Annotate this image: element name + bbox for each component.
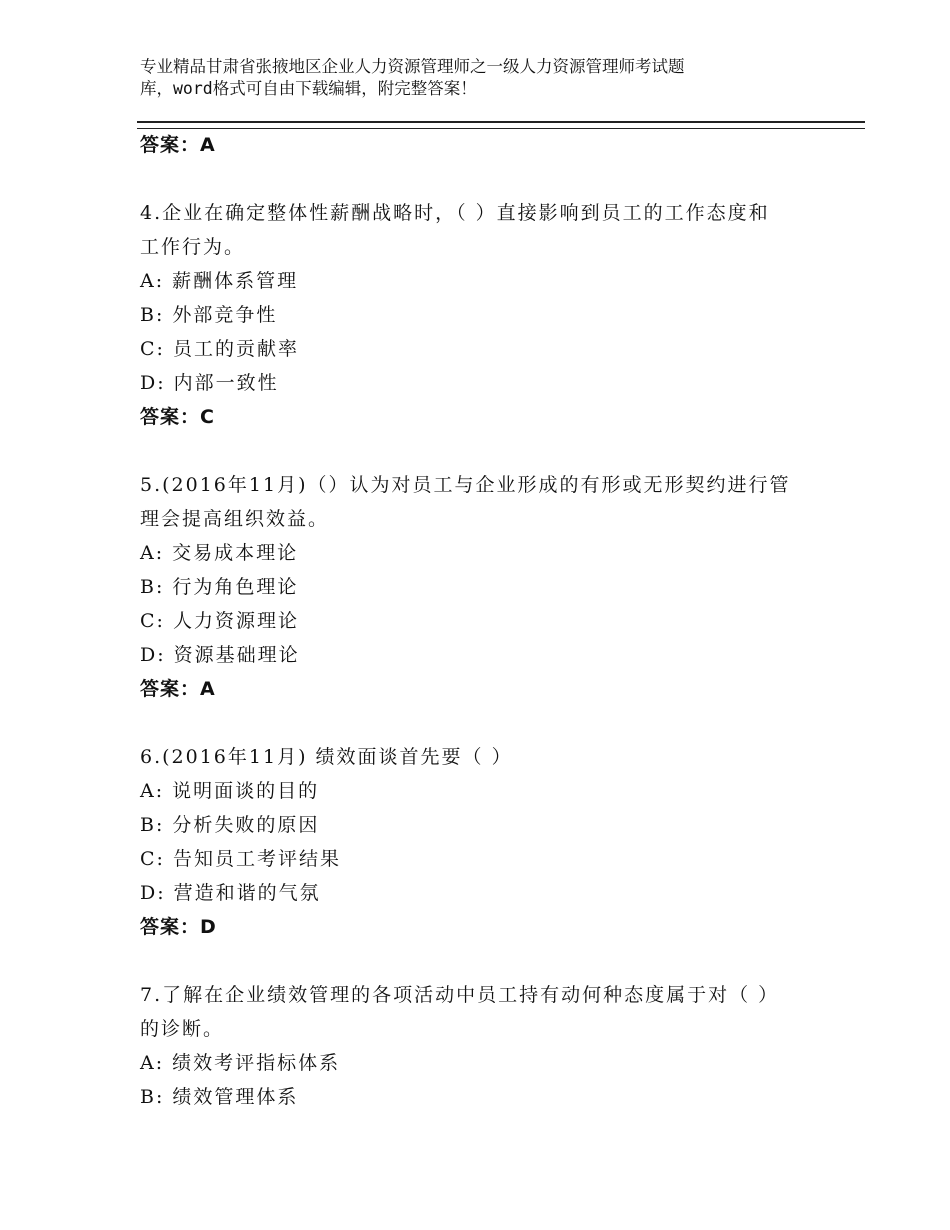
- spacer: [140, 944, 840, 978]
- option-5-c: C: 人力资源理论: [140, 610, 299, 632]
- spacer: [140, 162, 840, 196]
- header-title-line-1: 专业精品甘肃省张掖地区企业人力资源管理师之一级人力资源管理师考试题: [140, 57, 685, 76]
- document-header: [140, 56, 820, 100]
- option-7-a: A: 绩效考评指标体系: [140, 1052, 341, 1074]
- question-text-4-line-2: 工作行为。: [140, 236, 246, 258]
- option-6-d: D: 营造和谐的气氛: [140, 882, 321, 904]
- option-4-c: C: 员工的贡献率: [140, 338, 299, 360]
- answer-q5: 答案：A: [140, 678, 216, 700]
- option-6-a: A: 说明面谈的目的: [140, 780, 320, 802]
- answer-q4: 答案：C: [140, 406, 215, 428]
- question-text-7-line-2: 的诊断。: [140, 1018, 225, 1040]
- question-block-5: [140, 468, 840, 706]
- question-text-5-line-1: 5.(2016年11月)（）认为对员工与企业形成的有形或无形契约进行管: [140, 474, 791, 496]
- question-block-4: [140, 196, 840, 434]
- question-list: [140, 128, 840, 1114]
- answer-q6: 答案：D: [140, 916, 217, 938]
- answer-q3: 答案：A: [140, 134, 216, 156]
- question-text-7-line-1: 7.了解在企业绩效管理的各项活动中员工持有动何种态度属于对（ ）: [140, 984, 780, 1006]
- question-text-5-line-2: 理会提高组织效益。: [140, 508, 330, 530]
- spacer: [140, 706, 840, 740]
- option-5-d: D: 资源基础理论: [140, 644, 300, 666]
- option-4-b: B: 外部竞争性: [140, 304, 278, 326]
- option-4-a: A: 薪酬体系管理: [140, 270, 299, 292]
- option-5-a: A: 交易成本理论: [140, 542, 299, 564]
- question-text-4-line-1: 4.企业在确定整体性薪酬战略时，（ ）直接影响到员工的工作态度和: [140, 202, 770, 224]
- header-title-line-2: 库，word格式可自由下载编辑，附完整答案！: [140, 79, 477, 98]
- question-text-6-line-1: 6.(2016年11月) 绩效面谈首先要（ ）: [140, 746, 513, 768]
- option-4-d: D: 内部一致性: [140, 372, 279, 394]
- spacer: [140, 434, 840, 468]
- option-6-c: C: 告知员工考评结果: [140, 848, 341, 870]
- option-7-b: B: 绩效管理体系: [140, 1086, 299, 1108]
- option-5-b: B: 行为角色理论: [140, 576, 299, 598]
- question-block-7: [140, 978, 840, 1114]
- option-6-b: B: 分析失败的原因: [140, 814, 320, 836]
- question-block-6: [140, 740, 840, 944]
